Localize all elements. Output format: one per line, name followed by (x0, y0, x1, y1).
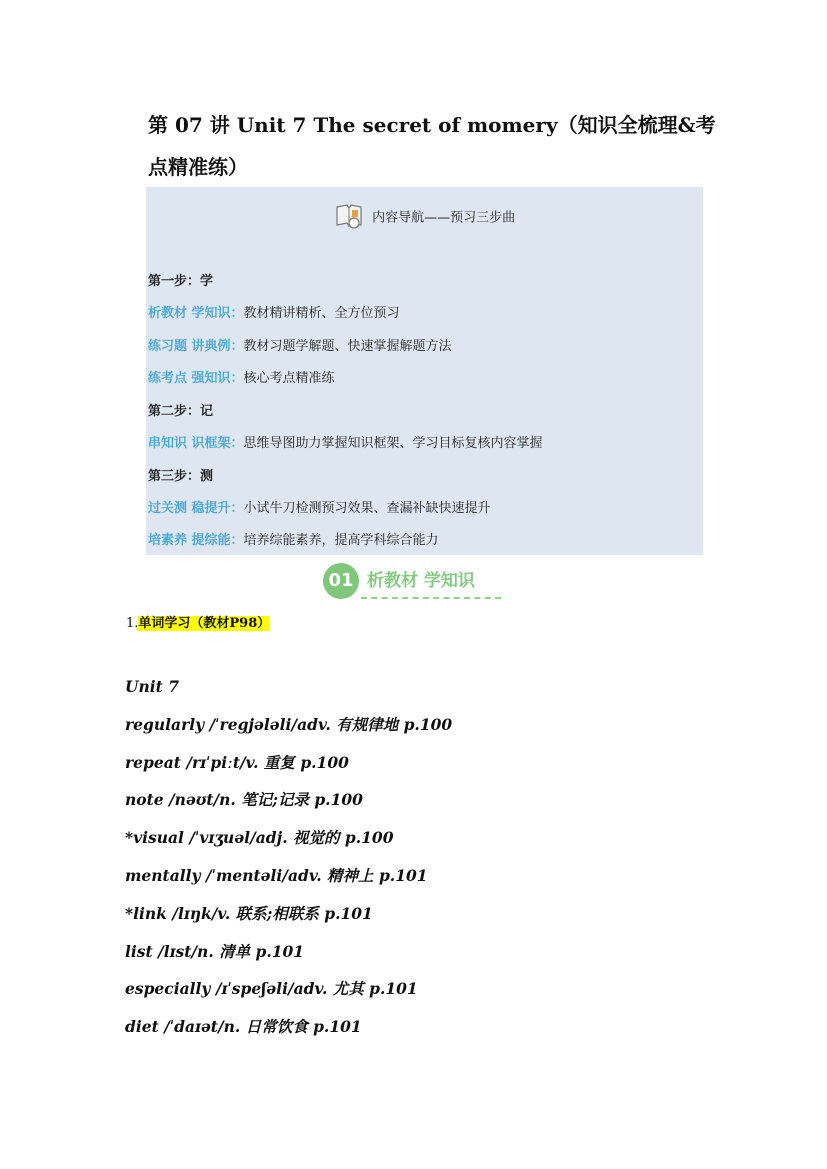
list-item: list /lɪst/n. 清单 p.101 (125, 941, 305, 961)
section-label: 析教材 学知识 (367, 571, 475, 591)
list-item: *visual /ˈvɪʒuəl/adj. 视觉的 p.100 (125, 828, 394, 848)
list-item: *link /lɪŋk/v. 联系;相联系 p.101 (125, 903, 373, 923)
list-item: note /nəʊt/n. 笔记;记录 p.100 (125, 790, 363, 810)
section-number: 01 (323, 563, 359, 599)
list-item: especially /ɪˈspeʃəli/adv. 尤其 p.101 (125, 979, 418, 999)
section-divider (361, 597, 501, 599)
step-3-item: 过关测 稳提升：小试牛刀检测预习效果、查漏补缺快速提升 (148, 501, 491, 516)
book-icon (334, 201, 364, 231)
list-item: repeat /rɪˈpiːt/v. 重复 p.100 (125, 752, 349, 772)
unit-label: Unit 7 (125, 677, 180, 696)
content-navigation-box (146, 187, 703, 555)
section-badge (323, 563, 513, 603)
list-item: diet /ˈdaɪət/n. 日常饮食 p.101 (125, 1017, 362, 1037)
step-1-item: 析教材 学知识：教材精讲精析、全方位预习 (148, 306, 400, 321)
step-1-item: 练习题 讲典例：教材习题学解题、快速掌握解题方法 (148, 339, 452, 354)
vocab-heading-highlight: 单词学习（教材P98） (138, 616, 271, 631)
vocab-heading: 1.单词学习（教材P98） (126, 616, 271, 631)
step-3-item: 培素养 提综能：培养综能素养，提高学科综合能力 (148, 533, 439, 548)
step-3-heading: 第三步：测 (148, 469, 214, 484)
step-2-item: 串知识 识框架：思维导图助力掌握知识框架、学习目标复核内容掌握 (148, 436, 543, 451)
step-1-heading: 第一步：学 (148, 274, 214, 289)
nav-header: 内容导航——预习三步曲 (146, 201, 703, 231)
step-1-item: 练考点 强知识：核心考点精准练 (148, 371, 335, 386)
list-item: regularly /ˈregjələli/adv. 有规律地 p.100 (125, 714, 453, 734)
page-title: 第 07 讲 Unit 7 The secret of momery（知识全梳理&考点精准练） (148, 113, 716, 179)
step-2-heading: 第二步：记 (148, 404, 214, 419)
list-item: mentally /ˈmentəli/adv. 精神上 p.101 (125, 865, 428, 885)
word-list (125, 674, 452, 1052)
